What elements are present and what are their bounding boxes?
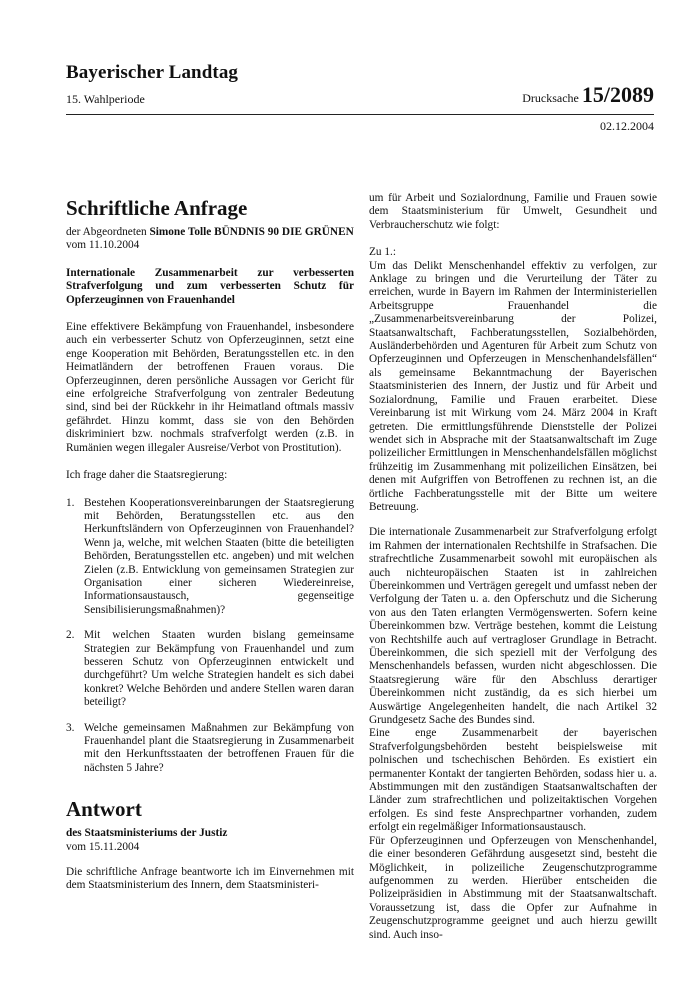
parliament-name: Bayerischer Landtag xyxy=(66,62,239,83)
header-rule xyxy=(66,114,654,115)
question-text: Mit welchen Staaten wurden bislang gemeinsame Strategien zur Bekämpfung von Frauenhandel und zum besseren Schutz von Opferzeuginnen entwickelt und durchgeführt? Um welche Strategien handelt es sich dabei konkret? Welche Behörden und andere Stellen waren daran beteiligt? xyxy=(84,629,354,709)
question-text: Bestehen Kooperationsvereinbarungen der Staatsregierung mit Behörden, Beratungsstellen etc. aus den Herkunftsländern von Opferzeuginnen von Frauenhandel? Wenn ja, welche, mit welchen Staaten (bitte die beteiligten Behörden, Beratungsstellen etc. angeben) und mit welchen Zielen (z.B. Entwicklung von gemeinsamen Strategien zur Organisation einer sicheren Wiedereinreise, Informationsaustausch, gegenseitige Sensibilisierungsmaßnahmen)? xyxy=(84,496,354,616)
question-number: 3. xyxy=(66,721,75,734)
answer-paragraph-2: Die internationale Zusammenarbeit zur Strafverfolgung erfolgt im Rahmen der internationalen Rechtshilfe in Strafsachen. Die strafrechtliche Zusammenarbeit sowohl mit europäischen als auch nichteuropäischen Staaten ist in zahlreichen Übereinkommen und Verträgen geregelt und umfasst neben der Verfolgung der Taten u. a. den Opferschutz und die Sicherung von aus den Taten erlangten Vermögenswerten. Sofern keine Übereinkommen bzw. Verträge bestehen, kommt die Leistung von Rechtshilfe auch auf vertragloser Grundlage in Betracht. Übereinkommen, die sich speziell mit der Verfolgung des Menschenhandels befassen, wurden nicht abgeschlossen. Die Staatsregierung wäre für den Abschluss derartiger Übereinkommen nicht zuständig, da es sich hierbei um Auswärtige Angelegenheiten handelt, die nach Artikel 32 Grundgesetz Sache des Bundes sind. xyxy=(369,526,657,727)
answer-paragraph-1: Um das Delikt Menschenhandel effektiv zu verfolgen, zur Anklage zu bringen und die Verurteilung der Täter zu erreichen, wurde in Bayern im Rahmen der Interministeriellen Arbeitsgruppe Frauenhandel die „Zusammenarbeitsvereinbarung der Polizei, Staatsanwaltschaft, Fachberatungsstellen, Sozialbehörden, Ausländerbehörden und Agenturen für Arbeit zum Schutz von Opferzeuginnen und Opferzeugen in Menschenhandelsfällen“ als gemeinsame Bekanntmachung der Bayerischen Staatsministerien des Innern, der Justiz und für Arbeit und Sozialordnung, Familie und Frauen erarbeitet. Diese Vereinbarung ist mit Wirkung vom 24. März 2004 in Kraft getreten. Die ermittlungsführende Dienststelle der Polizei wendet sich in Absprache mit der Staatsanwaltschaft im Zuge polizeilicher Ermittlungen in Menschenhandelsfällen möglichst frühzeitig im Zusammenhang mit polizeilichen Einsätzen, bei denen mit Aufgriffen von Betroffenen zu rechnen ist, an die örtliche Fachberatungsstelle mit der Bitte um weitere Betreuung. xyxy=(369,259,657,513)
antwort-by: des Staatsministeriums der Justiz xyxy=(66,827,228,840)
document-date: 02.12.2004 xyxy=(600,119,654,133)
question-number: 2. xyxy=(66,629,75,642)
anfrage-subject: Internationale Zusammenarbeit zur verbesserten Strafverfolgung und zum verbesserten Schutz für Opferzeuginnen von Frauenhandel xyxy=(66,266,354,306)
anfrage-by-prefix: der Abgeordneten xyxy=(66,226,147,238)
left-column xyxy=(66,196,354,893)
question-number: 1. xyxy=(66,496,75,509)
document-header xyxy=(66,62,654,134)
drucksache-block xyxy=(522,82,654,108)
header-row xyxy=(66,82,654,110)
question-item xyxy=(66,722,354,776)
question-item xyxy=(66,629,354,709)
drucksache-label: Drucksache xyxy=(522,91,579,105)
legislative-period: 15. Wahlperiode xyxy=(66,92,145,106)
anfrage-ask: Ich frage daher die Staatsregierung: xyxy=(66,469,228,482)
antwort-intro: Die schriftliche Anfrage beantworte ich im Einvernehmen mit dem Staatsministerium des Innern, dem Staatsministeri- xyxy=(66,866,354,892)
drucksache-number: 15/2089 xyxy=(581,82,654,107)
antwort-title: Antwort xyxy=(66,797,142,822)
right-column xyxy=(369,192,657,942)
zu1-label: Zu 1.: xyxy=(369,246,396,259)
anfrage-title: Schriftliche Anfrage xyxy=(66,196,248,220)
anfrage-author: Simone Tolle BÜNDNIS 90 DIE GRÜNEN xyxy=(149,226,354,238)
antwort-intro-continued: um für Arbeit und Sozialordnung, Familie und Frauen sowie dem Staatsministerium für Umwelt, Gesundheit und Verbraucherschutz wie folgt: xyxy=(369,192,657,231)
question-text: Welche gemeinsamen Maßnahmen zur Bekämpfung von Frauenhandel plant die Staatsregierung in Zusammenarbeit mit den Herkunftsstaaten der betroffenen Frauen für die nächsten 5 Jahre? xyxy=(84,721,354,774)
anfrage-author-line xyxy=(66,226,354,239)
question-list xyxy=(66,497,354,776)
anfrage-date: vom 11.10.2004 xyxy=(66,239,140,252)
antwort-date: vom 15.11.2004 xyxy=(66,840,140,853)
question-item xyxy=(66,497,354,618)
answer-paragraph-3: Eine enge Zusammenarbeit der bayerischen Strafverfolgungsbehörden besteht beispielsweise mit polnischen und tschechischen Behörden. Es existiert ein permanenter Kontakt der tangierten Behörden, sodass hier u. a. Abstimmungen mit den zuständigen Staatsanwaltschaften der Länder zum strafrechtlichen und polizeitaktischen Vorgehen erfolgen. Es sind feste Ansprechpartner vorhanden, zudem erfolgt ein regelmäßiger Informationsaustausch. xyxy=(369,727,657,834)
anfrage-intro: Eine effektivere Bekämpfung von Frauenhandel, insbesondere auch ein verbesserter Schutz von Opferzeuginnen, setzt eine enge Kooperation mit Behörden, Beratungsstellen etc. in den Heimatländern der betroffenen Frauen voraus. Die Opferzeuginnen, deren persönliche Aussagen vor Gericht für eine erfolgreiche Strafverfolgung von zentraler Bedeutung sind, sind bei der Rückkehr in ihr Heimatland oftmals massiv gefährdet. Hinzu kommt, dass sie von den Behörden diskriminiert bzw. nochmals strafverfolgt werden (z.B. in Rumänien wegen illegaler Ausreise/Verbot von Prostitution). xyxy=(66,321,354,454)
answer-paragraph-4: Für Opferzeuginnen und Opferzeugen von Menschenhandel, die einer besonderen Gefährdung ausgesetzt sind, besteht die Möglichkeit, in polizeiliche Zeugenschutzprogramme aufgenommen zu werden. Hierüber entscheiden die Polizeipräsidien in Abstimmung mit der Staatsanwaltschaft. Voraussetzung ist, dass die Opfer zur Aufnahme in Zeugenschutzprogramme geeignet und auch hierzu gewillt sind. Auch inso- xyxy=(369,834,657,941)
